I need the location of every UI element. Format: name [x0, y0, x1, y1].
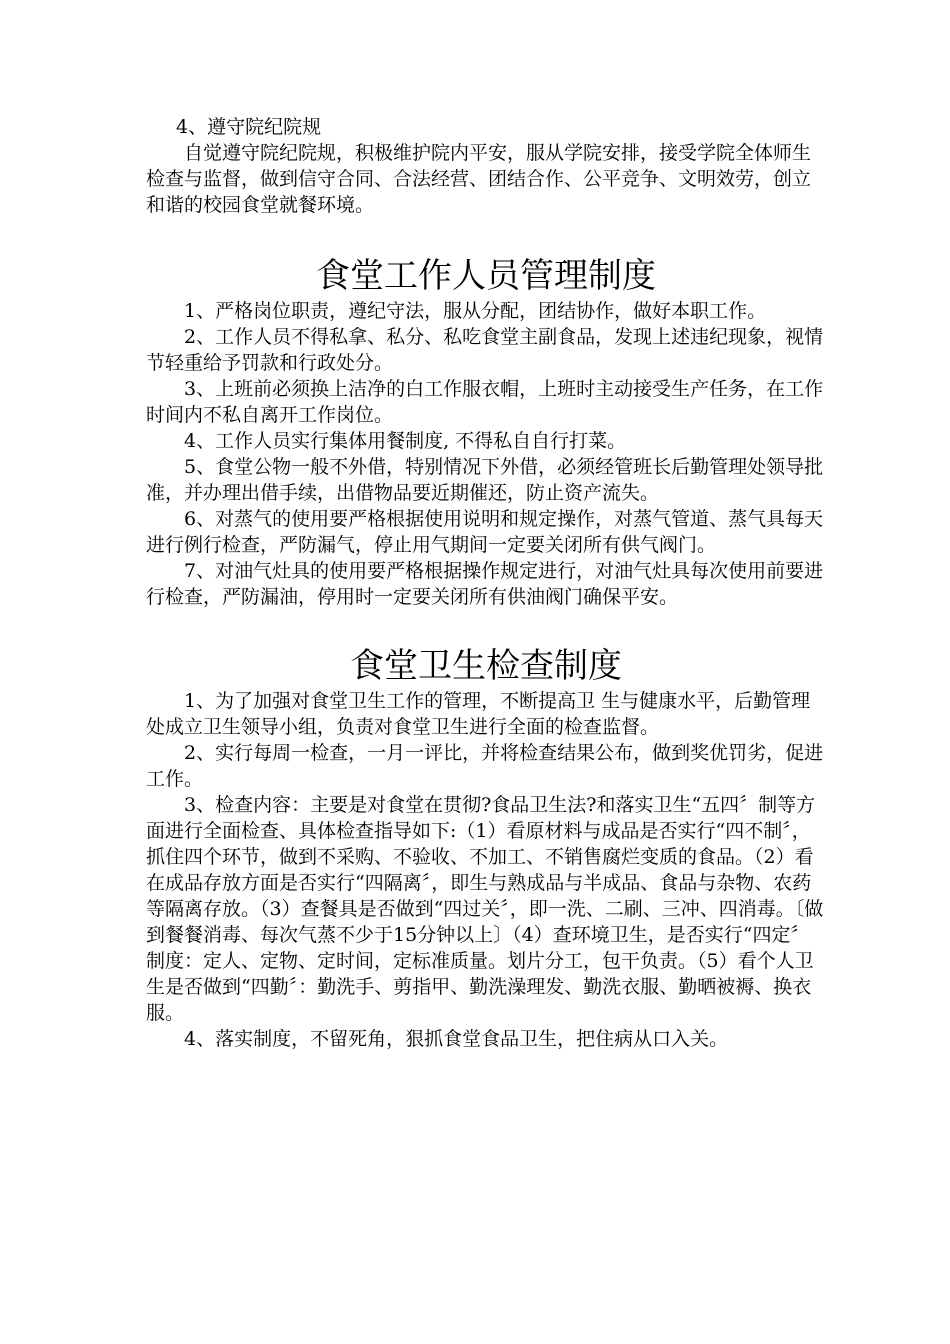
hygiene-rule-item: 2、实行每周一检查，一月一评比，并将检查结果公布，做到奖优罚劣，促进工作。 [146, 742, 824, 790]
staff-rules-title: 食堂工作人员管理制度 [316, 256, 656, 296]
intro-paragraph: 自觉遵守院纪院规，积极维护院内平安，服从学院安排，接受学院全体师生检查与监督，做到信守合同、合法经营、团结合作、公平竞争、文明效劳，创立和谐的校园食堂就餐环境。 [146, 142, 812, 216]
hygiene-rule-item: 4、落实制度，不留死角，狠抓食堂食品卫生，把住病从口入关。 [184, 1028, 729, 1050]
staff-rule-item: 6、对蒸气的使用要严格根据使用说明和规定操作，对蒸气管道、蒸气具每天进行例行检查，严防漏气，停止用气期间一定要关闭所有供气阀门。 [146, 508, 824, 556]
intro-item-heading: 4、遵守院纪院规 [176, 116, 322, 138]
hygiene-rules-title: 食堂卫生检查制度 [350, 646, 622, 686]
hygiene-rule-item: 3、检查内容：主要是对食堂在贯彻?食品卫生法?和落实卫生“五四〞制等方面进行全面检查、具体检查指导如下:（1）看原材料与成品是否实行“四不制〞，抓住四个环节，做到不采购、不验收、不加工、不销售腐烂变质的食品。（2）看在成品存放方面是否实行“四隔离〞，即生与熟成品与半成品、食品与杂物、农药等隔离存放。（3）查餐具是否做到“四过关〞，即一洗、二刷、三冲、四消毒。〔做到餐餐消毒、每次气蒸不少于15分钟以上〕（4）查环境卫生，是否实行“四定〞制度：定人、定物、定时间，定标准质量。划片分工，包干负责。（5）看个人卫生是否做到“四勤〞：勤洗手、剪指甲、勤洗澡理发、勤洗衣服、勤晒被褥、换衣服。 [146, 794, 824, 1024]
staff-rule-item: 2、工作人员不得私拿、私分、私吃食堂主副食品，发现上述违纪现象，视情节轻重给予罚款和行政处分。 [146, 326, 824, 374]
hygiene-rule-item: 1、为了加强对食堂卫生工作的管理，不断提高卫 生与健康水平，后勤管理处成立卫生领导小组，负责对食堂卫生进行全面的检查监督。 [146, 690, 811, 738]
staff-rule-item: 3、上班前必须换上洁净的白工作服衣帽，上班时主动接受生产任务，在工作时间内不私自离开工作岗位。 [146, 378, 824, 426]
staff-rule-item: 4、工作人员实行集体用餐制度, 不得私自自行打菜。 [184, 430, 627, 452]
staff-rule-item: 7、对油气灶具的使用要严格根据操作规定进行，对油气灶具每次使用前要进行检查，严防漏油，停用时一定要关闭所有供油阀门确保平安。 [146, 560, 824, 608]
staff-rule-item: 5、食堂公物一般不外借，特别情况下外借，必须经管班长后勤管理处领导批准，并办理出借手续，出借物品要近期催还，防止资产流失。 [146, 456, 824, 504]
document-page [146, 114, 826, 1052]
staff-rule-item: 1、严格岗位职责，遵纪守法，服从分配，团结协作，做好本职工作。 [184, 300, 767, 322]
